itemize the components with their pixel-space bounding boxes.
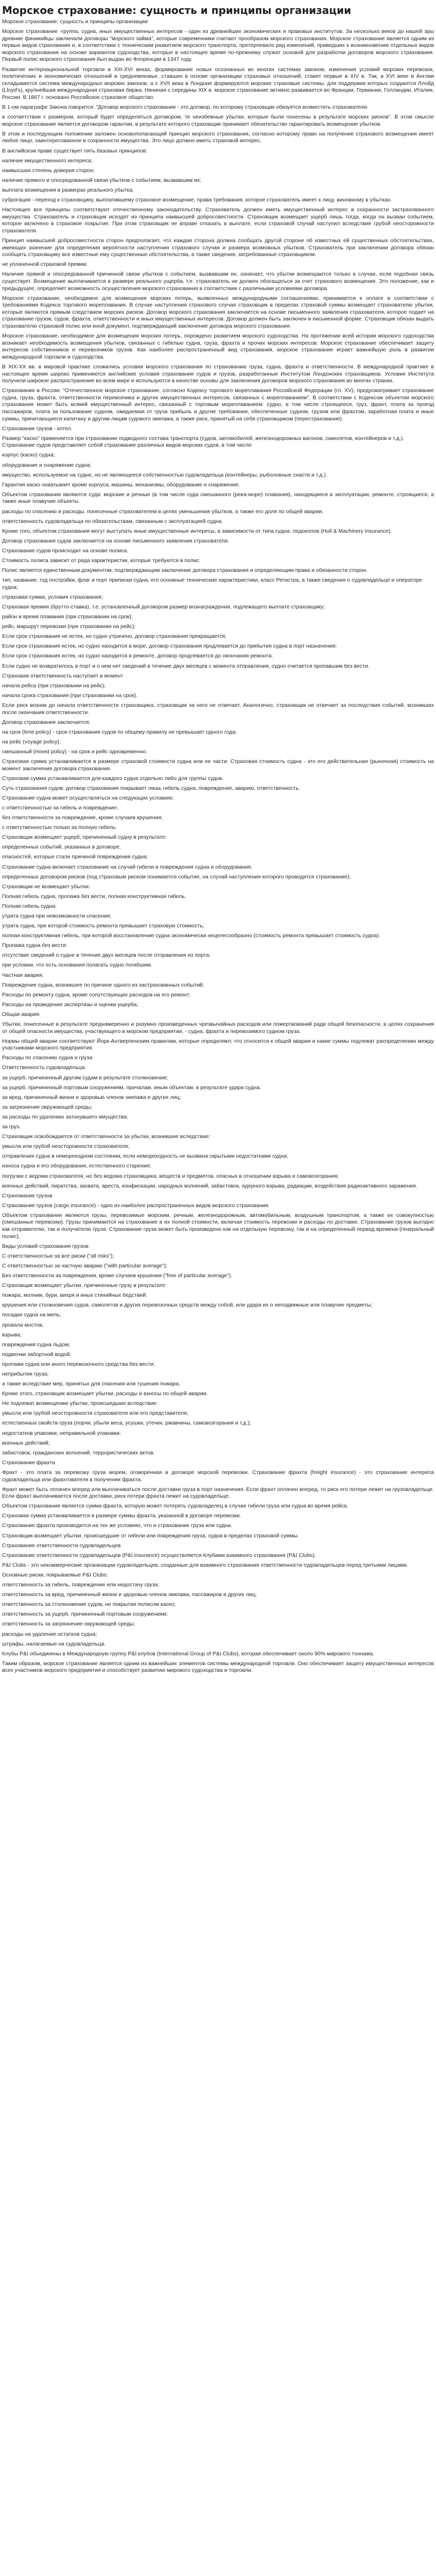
paragraph: суброгация - переход к страховщику, выплатившему страховое возмещение, права требования, которое страхователь имеет к лицу, виновному в убытках. xyxy=(2,196,392,203)
paragraph: естественных свойств груза (порчи, убыли веса, усушки, утечки, ржавчины, самовозгорания и т.д.); xyxy=(2,1420,251,1427)
paragraph: Повреждение судна, возникшее по причине одного из застрахованных событий; xyxy=(2,981,204,988)
paragraph: отправления судна в немореходном состоянии, если немореходность не вызвана скрытыми недостатками судна; xyxy=(2,1153,288,1160)
paragraph: без ответственности за повреждение, кроме случаев крушения; xyxy=(2,815,163,821)
paragraph: начала срока страхования (при страховании на срок). xyxy=(2,692,138,699)
paragraph: Настоящее все принципы соответствуют отечественному законодательству. Страхователь должен иметь имущественный интерес в сохранности застрахованного имущества. Страхователь и страховщик исходят из принципа наивысшей добросовестности. Страховщик возмещает ущерб лишь тогда, когда он вызван событием, которое включено в страховое покрытие. При этом страховщик не вправе отказать в выплате, если страховой случай наступил вследствие грубой неосторожности страхователя. xyxy=(2,207,434,234)
paragraph: Не подлежат возмещению убытки, происшедшие вследствие: xyxy=(2,1400,158,1407)
paragraph: ответственность за гибель, повреждение или недостачу груза; xyxy=(2,1582,160,1588)
paragraph: на рейс (voyage policy); xyxy=(2,738,61,745)
paragraph: ответственность за столкновение судов, не покрытая полисом каско; xyxy=(2,1601,176,1608)
paragraph: Частная авария: xyxy=(2,972,44,978)
paragraph: на срок (time policy) - срок страхования судов по общему правилу не превышает одного года; xyxy=(2,728,237,735)
paragraph: Развитие интернациональной торговли в XIII-XVI веках, формирование новых осознанных во многих системах законов, изменения условий морских перевозок, политических и экономических отношений в средневековье, ставших в основе организации страховых отношений, ставят первые в XIV в. Так, в XVI веке в Англии складывается система международных морских законов, а с XVII века в Лондоне формируются морские страховые системы, для поддержки которых создаются Ллойд (Lloyd's), крупнейшая международная страховая биржа. Начиная с середины XIX в. морское страхование активно развивается во Франции, Германии, Голландии, Италии, России. В 1867 г. основано Российское страховое общество. xyxy=(2,66,434,100)
page-title: Морское страхование: сущность и принципы организации xyxy=(2,4,352,16)
paragraph: опасностей, которые стали причиной повреждения судна; xyxy=(2,854,148,860)
paragraph: Морское страхование: сущность и принципы организации xyxy=(2,19,148,25)
paragraph: Морское страхование, необходимое для возмещения морских потерь, выявленных международными соглашениями, принимается к оплате в соответствии с требованиями Кодекса торгового мореплавания. В случае наступления страхового случая страховщик в пределах страховой суммы возмещает страхователю убытки, которые являются прямым следствием морских рисков. Договор морского страхования заключается на основе письменного заявления страхователя, которое подает на страхование грузов, судов, фрахта, ответственности и иных имущественных интересов. Договор должен быть заключен в письменной форме. Страховщик обязан выдать страхователю страховой полис или иной документ, подтверждающий заключение договора морского страхования. xyxy=(2,295,434,329)
paragraph: ответственность за вред, причиненный жизни и здоровью членов экипажа, пассажиров и других лиц; xyxy=(2,1591,257,1598)
paragraph: смешанный (mixed policy) - на срок и рейс одновременно. xyxy=(2,748,148,755)
paragraph: Расходы по ремонту судна, кроме сопутствующих расходов на его ремонт; xyxy=(2,991,191,998)
paragraph: подмочки забортной водой; xyxy=(2,1351,72,1358)
paragraph: Общая авария: xyxy=(2,1011,41,1018)
paragraph: Виды условий страхования грузов: xyxy=(2,1243,90,1249)
paragraph: корпус (каско) судна; xyxy=(2,452,55,459)
paragraph: P&I Clubs - это некоммерческие организации судовладельцев, созданные для взаимного страхования ответственности судовладельцев перед третьими лицами. xyxy=(2,1562,408,1568)
paragraph: Страхование ответственности судовладельцев (P&I insurance) осуществляется Клубами взаимного страхования (P&I Clubs). xyxy=(2,1552,316,1558)
paragraph: выплата возмещения в размерах реального убытка; xyxy=(2,187,134,193)
paragraph: при условии, что есть основания полагать судно погибшим. xyxy=(2,962,152,969)
paragraph: Объектом страхования являются грузы, перевозимые морским, речным, железнодорожным, автомобильным, воздушным транспортом, а также их совокупностью (смешанные перевозки). Грузы принимаются на страхование в их полной стоимости, включая стоимость перевозки и расходы по доставке. Страхование грузов выгодно как отправителю, так и получателю груза. Страхование груза может быть произведено как на отдельную перевозку, так и на определенный период времени (генеральный полис). xyxy=(2,1212,434,1240)
paragraph: Страховщик возмещает ущерб, причиненный судну в результате: xyxy=(2,834,167,841)
paragraph: с ответственностью только за полную гибель. xyxy=(2,824,117,831)
paragraph: Страховая сумма устанавливается для каждого судна отдельно либо для группы судов. xyxy=(2,775,224,782)
paragraph: В XIX-XX вв. в мировой практике сложились условия морского страхования по страхованию груза, судна, фрахта и ответственности. В международной практике в настоящее время широко применяются английские условия страхования судов и грузов, разработанные Институтом Лондонских страховщиков. Условия Института получили широкое распространение во всем мире и используются в качестве основы для заключения договоров морского страхования во многих странах. xyxy=(2,363,434,384)
paragraph: Договор страхования заключается: xyxy=(2,719,91,725)
paragraph: Морское страхование -группа, судна, иных имущественных интересов - один из древнейших экономических и правовых институтов. За несколько веков до нашей эры древние финикийцы заключали договоры "морского займа", которые современники считают прообразом морского страхования. Морское страхование является одним из первых видов страхования и, в соответствии с техническим развитием морского транспорта, претерпевало ряд изменений, приведших к возникновению отдельных видов морского страхования на основе вариантов судоходства, которые в настоящее время по-прежнему служат основой для разработки договоров морского страхования. Первый полис морского страхования был выдан во Флоренции в 1347 году. xyxy=(2,28,434,63)
paragraph: Страховая ответственность наступает в момент xyxy=(2,672,124,679)
paragraph: начала рейса (при страховании на рейс); xyxy=(2,682,106,689)
paragraph: Пропажа судна без вести: xyxy=(2,942,67,949)
paragraph: С ответственностью за частную аварию ("with particular average"); xyxy=(2,1262,168,1269)
paragraph: Наличие прямой и опосредованной причинной связи убытков с событием, вызвавшим их, означает, что убытки возмещаются только в случае, если подобная связь существует. Возмещение выплачивается в размере реального ущерба, т.е. страхователь не должен обогащаться за счет страхового возмещения. Это положение, как и предыдущее, определяет возможность осуществления морского страхования в соответствии с различными условиями договора. xyxy=(2,271,434,292)
article-body xyxy=(2,19,434,1674)
paragraph: Основные риски, покрываемые P&I Clubs: xyxy=(2,1571,108,1578)
paragraph: Страховая сумма устанавливается в размере суммы фрахта, указанной в договоре перевозки. xyxy=(2,1513,241,1519)
paragraph: забастовок, гражданских волнений, террористических актов. xyxy=(2,1449,155,1456)
paragraph: провала мостов; xyxy=(2,1321,44,1328)
paragraph: Ответственность судовладельца: xyxy=(2,1064,86,1071)
paragraph: Объектом страхования являются суда: морские и речные (в том числе суда смешанного (река-море) плавания), находящиеся в эксплуатации, ремонте, строящиеся, а также иные плавучие объекты. xyxy=(2,491,434,505)
paragraph: Таким образом, морское страхование является одним из важнейших элементов системы международной торговли. Оно обеспечивает защиту имущественных интересов всех участников морского предприятия и способствует развитию мирового судоходства и торговли. xyxy=(2,1660,434,1674)
paragraph: пожара, молнии, бури, вихря и иных стихийных бедствий; xyxy=(2,1292,148,1299)
paragraph: военных действий; xyxy=(2,1439,50,1446)
paragraph: умысла или грубой неосторожности страхователя; xyxy=(2,1143,130,1150)
paragraph: Страхование судов происходит на основе полиса. xyxy=(2,547,129,554)
paragraph: Стоимость полиса зависит от ряда характеристик, которые требуются в полис. xyxy=(2,557,201,564)
paragraph: повреждения судна льдом; xyxy=(2,1341,71,1348)
paragraph: Расходы на проведение экспертизы и оценки ущерба; xyxy=(2,1001,138,1008)
paragraph: а также вследствие мер, принятых для спасения или тушения пожара. xyxy=(2,1381,180,1387)
paragraph: Расходы по спасению судна и груза: xyxy=(2,1055,94,1061)
paragraph: Страховщик освобождается от ответственности за убытки, возникшие вследствие: xyxy=(2,1133,211,1140)
paragraph: Страховщик не возмещает убытки: xyxy=(2,883,91,890)
paragraph: Если срок страхования истек, но судно находится в море, договор страхования продлевается до прибытия судна в порт назначения; xyxy=(2,643,337,650)
paragraph: за груз. xyxy=(2,1124,21,1130)
paragraph: утрата судна при невозможности спасения; xyxy=(2,912,112,919)
paragraph: наличие прямого и опосредованной связи убытков с событием, вызвавшим их; xyxy=(2,177,202,183)
paragraph: Кроме того, объектом страхования могут выступать иные имущественные интересы, в зависимости от типа судна: ледоколов (Hull & Machinery Insurance). xyxy=(2,528,392,534)
paragraph: Если судно не возвратилось в порт и о нем нет сведений в течение двух месяцев с момента отправления, судно считается пропавшим без вести. xyxy=(2,663,370,669)
paragraph: Фрахт может быть оплачен вперед или выплачиваться после доставки груза в порт назначения. Если фрахт оплачен вперед, то риск его потери лежит на грузовладельце. Если фрахт выплачивается после доставки, риск потери фрахта лежит на судовладельце. xyxy=(2,1486,434,1500)
paragraph: за загрязнение окружающей среды; xyxy=(2,1104,93,1110)
paragraph: Суть страхования судов: договор страхования покрывает лишь гибель судна, повреждение, аварию, ответственность. xyxy=(2,785,300,791)
paragraph: Договор страхования судов заключается на основе письменного заявления страхователя. xyxy=(2,537,230,544)
paragraph: Страховщик возмещает убытки, происшедшие от гибели или повреждения груза, судна в пределах страховой суммы. xyxy=(2,1532,299,1539)
paragraph: Кроме этого, страховщик возмещает убытки, расходы и взносы по общей аварии. xyxy=(2,1391,208,1397)
paragraph: Страхование ответственности судовладельцев xyxy=(2,1542,121,1549)
paragraph: Страхование судна включает страхование на случай гибели и повреждения судна и оборудования. xyxy=(2,863,253,870)
paragraph: Страхование фрахта производится на тех же условиях, что и страхование груза или судна. xyxy=(2,1522,232,1529)
paragraph: Без ответственности за повреждения, кроме случаев крушения ("free of particular average"). xyxy=(2,1273,233,1279)
paragraph: Полная гибель судна, пропажа без вести, полная конструктивная гибель. xyxy=(2,893,186,900)
paragraph: страховая сумма, условия страхования; xyxy=(2,594,103,600)
paragraph: рейс, маршрут перевозки (при страховании на рейс); xyxy=(2,623,136,630)
paragraph: за ущерб, причиненный другим судам в результате столкновения; xyxy=(2,1074,168,1081)
paragraph: за ущерб, причиненный портовым сооружениям, причалам, иным объектам, в результате удара судна; xyxy=(2,1084,261,1091)
paragraph: Страхование грузов xyxy=(2,1192,53,1199)
paragraph: расходы по спасению и расходы, понесенные страхователем в целях уменьшения убытков, а также его доля по общей аварии; xyxy=(2,508,324,515)
paragraph: умысла или грубой неосторожности страхователя или его представителя; xyxy=(2,1410,188,1417)
paragraph: Страхование фрахта xyxy=(2,1459,55,1466)
paragraph: износа судна и его оборудования, естественного старения; xyxy=(2,1163,151,1170)
paragraph: не уплаченной страховой премии. xyxy=(2,261,88,268)
paragraph: район и время плавания (при страховании на срок); xyxy=(2,614,133,620)
paragraph: за вред, причиненный жизни и здоровью членов экипажа и других лиц; xyxy=(2,1094,181,1100)
paragraph: недостатков упаковки, неправильной упаковки; xyxy=(2,1430,121,1436)
paragraph: с ответственностью за гибель и повреждение; xyxy=(2,804,118,811)
paragraph: наличие имущественного интереса; xyxy=(2,157,93,164)
paragraph: тип, название, год постройки, флаг и порт приписки судна, его основные технические характеристики, класс Регистра, а также сведения о судовладельце и операторе судна; xyxy=(2,577,423,590)
paragraph: взрыва; xyxy=(2,1331,22,1338)
paragraph: В английском праве существует пять базовых принципов: xyxy=(2,147,148,154)
paragraph: Размер "каско" применяется при страховании подводного состава транспорта (судов, автомобилей, железнодорожных вагонов, самолетов, контейнеров и т.д.). Страхование судов представляет собой страхование различных видов морских судов, в том числе: xyxy=(2,435,405,449)
paragraph: Страховая сумма устанавливается в размере страховой стоимости судна или ее части. Страховая стоимость судна - это его действительная (рыночная) стоимость на момент заключения договора страхования. xyxy=(2,758,434,772)
paragraph: Страхование в России: "Отечественное морское страхование, согласно Кодексу торгового мореплавания Российской Федерации (гл. XV), предусматривает страхование судна, груза, фрахта, ответственности перевозчика и других имущественных интересов, связанных с мореплаванием". В соответствии с Кодексом объектом морского страхования может быть всякий имущественный интерес, связанный с торговым мореплаванием: судно, в том числе строящееся, груз, фрахт, плата за проезд пассажиров, плата за пользование судном, ожидаемая от груза прибыль и другие требования, обеспеченные судном, грузом или фрахтом, заработная плата и иные суммы, причитающиеся капитану и другим лицам судового экипажа, а также риск, принятый на себя страховщиком (перестрахование). xyxy=(2,387,434,422)
paragraph: Принцип наивысшей добросовестности сторон предполагает, что каждая сторона должна сообщать другой стороне об известных ей существенных обстоятельствах, имеющих значение для определения вероятности наступления страхового случая и размера возможных убытков. Страхователь при заключении договора обязан сообщить страховщику все известные ему существенные обстоятельства, а также сведения, затребованные страховщиком. xyxy=(2,237,434,258)
paragraph: ответственность за загрязнение окружающей среды; xyxy=(2,1621,135,1628)
paragraph: Морское страхование, необходимое для возмещения морских потерь, порождено развитием морского судоходства. На протяжении всей истории морского судоходства возникает необходимость возмещения убытков, связанных с гибелью судна, груза, фрахта и прочих морских интересов. Морское страхование обеспечивает защиту интересов собственников и перевозчиков грузов. Как наиболее распространенный вид страхования, морское страхование играет важнейшую роль в развитии международной торговли и судоходства. xyxy=(2,333,434,360)
paragraph: Страховщик возмещает убытки, причиненные грузу в результате: xyxy=(2,1282,167,1289)
paragraph: Клубы P&I объединены в Международную группу P&I клубов (International Group of P&I Clubs), которая обеспечивает около 90% мирового тоннажа. xyxy=(2,1650,375,1657)
paragraph: крушения или столкновения судов, самолетов и других перевозочных средств между собой, или удара их о неподвижные или плавучие предметы; xyxy=(2,1302,373,1309)
paragraph: штрафы, налагаемые на судовладельца. xyxy=(2,1640,106,1647)
paragraph: Если срок страхования истек, но судно находится в ремонте, договор продлевается до окончания ремонта. xyxy=(2,653,273,659)
paragraph: посадки судна на мель; xyxy=(2,1312,61,1318)
paragraph: В этом и последующем положении заложен основополагающий принцип морского страхования, согласно которому право на получение страхового возмещения имеет любое лицо, заинтересованное в сохранности имущества. Это лицо должно иметь страховой интерес. xyxy=(2,130,434,144)
paragraph: Гарантия каско охватывает кроме корпуса, машины, механизмы, оборудование и снаряжение. xyxy=(2,481,240,488)
paragraph: Страхование судна может осуществляться на следующих условиях: xyxy=(2,794,175,801)
paragraph: определенных событий, указанных в договоре; xyxy=(2,844,121,851)
paragraph: Если срок страхования не истек, но судно утрачено, договор страхования прекращается; xyxy=(2,633,226,640)
paragraph: полная конструктивная гибель, при которой восстановление судна экономически нецелесообразно (стоимость ремонта превышает стоимость судна). xyxy=(2,933,380,939)
paragraph: Страховая премия (брутто-ставка), т.е. установленный договором размер вознаграждения, подлежащего выплате страховщику; xyxy=(2,603,325,610)
paragraph: за расходы по удалению затонувшего имущества; xyxy=(2,1113,128,1120)
paragraph: погрузки с ведома страхователя, но без ведома страховщика, веществ и предметов, опасных в отношении взрыва и самовозгорания; xyxy=(2,1173,339,1179)
paragraph: В 1-ом параграфе Закона говорится: "Договор морского страхования - это договор, по которому страховщик обязуется возместить страхователю xyxy=(2,104,368,111)
paragraph: Страхование грузов (cargo insurance) - одно из наиболее распространенных видов морского страхования. xyxy=(2,1202,270,1209)
paragraph: имущество, используемое на судне, но не являющееся собственностью судовладельца (контейнеры, рыболовные снасти и т.д.). xyxy=(2,471,327,478)
paragraph: оборудование и снаряжение судна; xyxy=(2,462,92,468)
paragraph: Полная гибель судна: xyxy=(2,903,57,909)
paragraph: Объектом страхования является сумма фрахта, которую может потерять судовладелец в случае гибели груза или судна во время рейса. xyxy=(2,1503,348,1510)
paragraph: определенных договором рисков (под страховым риском понимается событие, на случай наступления которого проводится страхование); xyxy=(2,873,351,880)
paragraph: наивысшая степень доверия сторон; xyxy=(2,167,95,174)
paragraph: ответственность за ущерб, причиненный портовым сооружениям; xyxy=(2,1611,168,1618)
paragraph: Нормы общей аварии соответствуют Йорк-Антверпенским правилам, которые определяют, что относится к общей аварии и какие суммы подлежат распределению между участниками морского предприятия. xyxy=(2,1038,434,1052)
paragraph: отсутствие сведений о судне в течение двух месяцев после отправления из порта; xyxy=(2,952,211,959)
paragraph: ответственность судовладельца по обязательствам, связанным с эксплуатацией судна. xyxy=(2,518,223,524)
paragraph: С ответственностью за все риски ("all risks"); xyxy=(2,1252,114,1259)
paragraph: Убытки, понесенные в результате преднамеренно и разумно произведенных чрезвычайных расходов или пожертвований ради общей безопасности, в целях сохранения от общей опасности имущества, участвующего в морском предприятии, - судна, фрахта и перевозимого судном груза. xyxy=(2,1021,434,1035)
paragraph: Страхование грузов - котел. xyxy=(2,425,73,432)
paragraph: Полис является единственным документом, подтверждающим заключение договора страхования и определяющим права и обязанности сторон. xyxy=(2,567,368,574)
paragraph: неприбытия груза; xyxy=(2,1370,49,1377)
paragraph: Фрахт - это плата за перевозку груза морем, оговоренная в договоре морской перевозки. Страхование фрахта (freight insurance) - это страхование интереса судовладельца или фрахтователя в получении фрахта. xyxy=(2,1469,434,1483)
paragraph: в соответствии с размером, который будет определяться договором, те неизбежные убытки, которые были понесены в результате морских рисков". В этом смысле морское страхование является договором гарантии, в результате которого страховщик принимает обязательство гарантировать возмещение убытков. xyxy=(2,114,434,127)
paragraph: Если риск возник до начала ответственности страховщика, страховщик за него не отвечает. Аналогично, страховщик не отвечает за последствия событий, возникших после окончания ответственности. xyxy=(2,702,434,716)
paragraph: утрата судна, при которой стоимость ремонта превышает страховую стоимость; xyxy=(2,923,204,929)
paragraph: пропажи судна или иного перевозочного средства без вести; xyxy=(2,1361,155,1367)
paragraph: расходы на удаление остатков судна; xyxy=(2,1631,97,1637)
paragraph: военных действий, пиратства, захвата, ареста, конфискации, народных волнений, забастовок, ядерного взрыва, радиации, воздействия радиоактивного заражения. xyxy=(2,1182,417,1189)
